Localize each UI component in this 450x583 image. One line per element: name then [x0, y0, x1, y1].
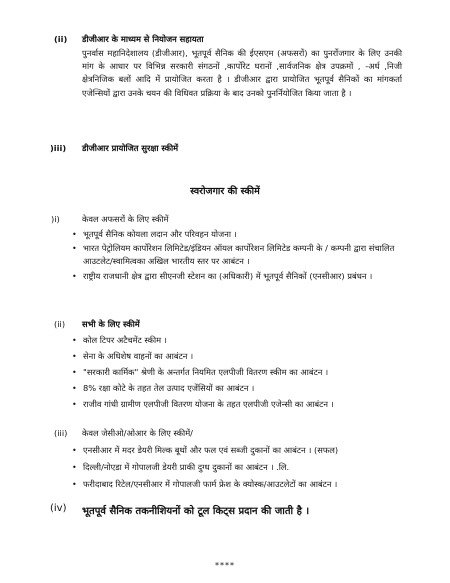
section-number: (ii): [54, 34, 68, 44]
group-heading: केवल अफसरों के लिए स्कीमें: [82, 214, 169, 224]
list-item: • भारत पेट्रोलियम कार्पोरेशन लिमिटेड/इंडियन ऑयल कार्पोरेशन लिमिटेड कम्पनी के / कम्पनी द्वारा संचालित आउटलेट/स्वामित्वका अखिल भारतीय स्तर पर आबंटन ।: [72, 243, 395, 267]
group-heading: सभी के लिए स्कीमें: [82, 319, 140, 329]
bullet-icon: •: [72, 446, 77, 455]
list-item: • दिल्ली/नोएडा में गोपालजी डेयरी प्राकी दुग्ध दुकानों का आबंटन । .लि.: [83, 461, 405, 474]
section-paragraph: पुनर्वास महानिदेशालय (डीजीआर), भूतपूर्व सैनिक की ईएसएम (अफसरों) का पुनर्रोजगार के लिए उनकी मांग के आधार पर विभिन्न सरकारी संगठनों ,कार्पोरेट घरानों ,सार्वजनिक क्षेत्र उपक्रमों , -अर्ध ,निजी क्षेत्रनिजिक बलों आदि में प्रायोजित करता है । डीजीआर द्वारा प्रायोजित भूतपूर्व सैनिकों का मांगकर्ता एजेन्सियों द्वारा उनके चयन की विधिवत प्रक्रिया के बाद उनको पुनर्नियोजित किया जाता है ।: [82, 48, 402, 98]
group-number: )i): [51, 214, 60, 224]
list-item: • फरीदाबाद रिटेल/एनसीआर में गोपालजी फार्म फ्रेश के क्योस्क/आउटलेटों का आबंटन ।: [83, 478, 405, 491]
bullet-icon: •: [72, 463, 77, 472]
end-marker: ****: [215, 561, 235, 570]
section-heading: डीजीआर प्रायोजित सुरक्षा स्कीमें: [82, 143, 179, 153]
group-number: (iv): [50, 503, 67, 514]
section-heading: डीजीआर के माध्यम से नियोजन सहायता: [82, 34, 204, 44]
list-item: • 8% रक्षा कोटे के तहत तेल उत्पाद एजेंसियों का आबंटन ।: [83, 382, 405, 395]
bullet-icon: •: [72, 244, 77, 253]
bullet-icon: •: [72, 480, 77, 489]
page-title: स्वरोजगार की स्कीमें: [190, 186, 260, 197]
group-number: (iii): [54, 428, 68, 438]
bullet-icon: •: [72, 400, 77, 409]
list-item: • एनसीआर में मदर डेयरी मिल्क बूथों और फल एवं सब्जी दुकानों का आबंटन । (सफल): [83, 444, 405, 457]
bullet-icon: •: [72, 272, 77, 281]
list-item: • राष्ट्रीय राजधानी क्षेत्र द्वारा सीएनजी स्टेशन का (अधिकारी) में भूतपूर्व सैनिकों (एनसीआर) प्रबंधन ।: [83, 270, 405, 283]
group-heading: केवल जेसीओ/ओआर के लिए स्कीमें/: [82, 428, 193, 438]
list-item: • "सरकारी कार्मिक" श्रेणी के अन्तर्गत नियमित एलपीजी वितरण स्कीम का आबंटन ।: [83, 366, 405, 379]
bullet-icon: •: [72, 352, 77, 361]
section-number: )iii): [50, 143, 67, 153]
list-item: • राजीव गांधी ग्रामीण एलपीजी वितरण योजना के तहत एलपीजी एजेन्सी का आबंटन ।: [83, 398, 405, 411]
group-heading: भूतपूर्व सैनिक तकनीशियनों को टूल किट्स प्रदान की जाती है ।: [82, 506, 310, 517]
list-item: • कोल टिपर अटैचमेंट स्कीम ।: [83, 334, 405, 347]
group-number: (ii): [54, 319, 66, 329]
bullet-icon: •: [72, 384, 77, 393]
list-item: • भूतपूर्व सैनिक कोयला लदान और परिवहन योजना ।: [83, 228, 405, 241]
bullet-icon: •: [72, 336, 77, 345]
bullet-icon: •: [72, 230, 77, 239]
list-item: • सेना के अधिशेष वाहनों का आबंटन ।: [83, 350, 405, 363]
bullet-icon: •: [72, 368, 77, 377]
